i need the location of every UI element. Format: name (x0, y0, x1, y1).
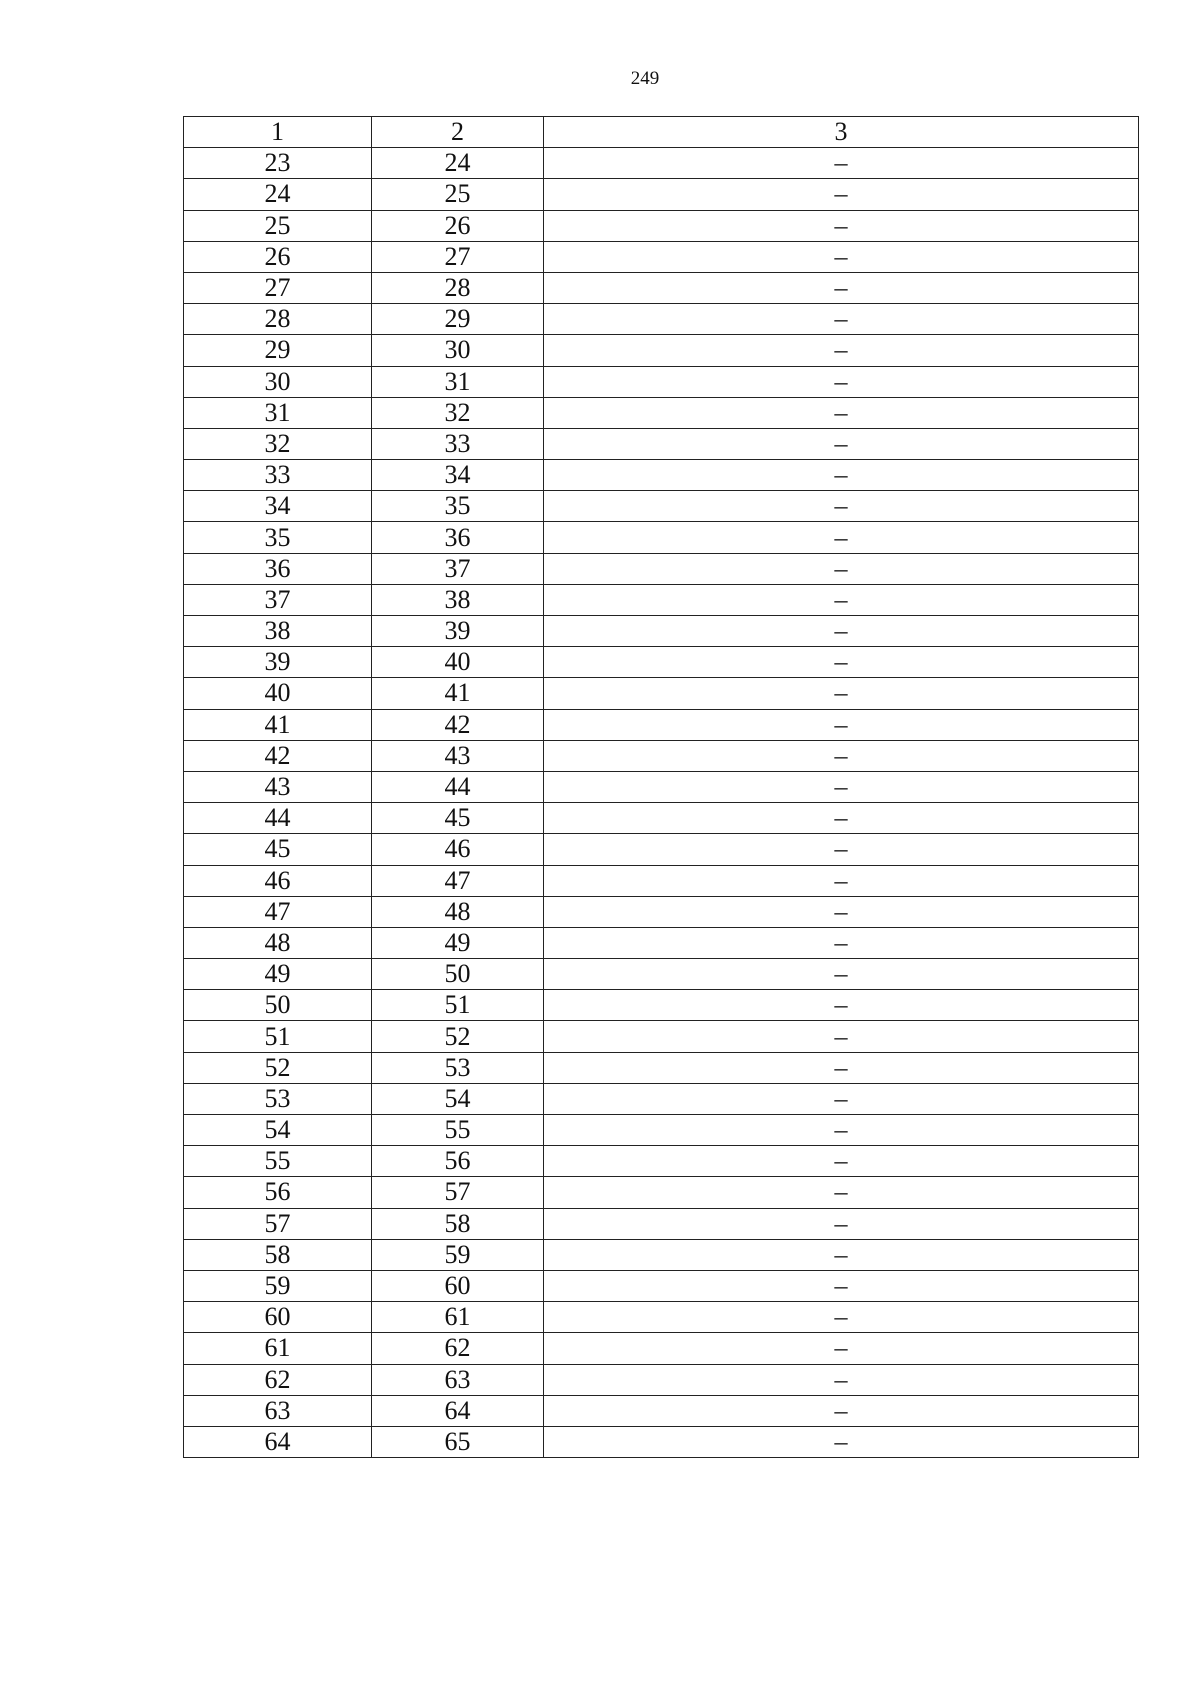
table-row (184, 865, 1139, 896)
table-body (184, 148, 1139, 1458)
cell-col3: – (544, 1083, 1139, 1114)
cell-col3: – (544, 1426, 1139, 1457)
table-row (184, 1083, 1139, 1114)
cell-col2: 38 (372, 584, 544, 615)
cell-col1: 58 (184, 1239, 372, 1270)
table-row (184, 366, 1139, 397)
cell-col1: 52 (184, 1052, 372, 1083)
cell-col1: 62 (184, 1364, 372, 1395)
table-row (184, 335, 1139, 366)
cell-col1: 47 (184, 896, 372, 927)
cell-col3: – (544, 740, 1139, 771)
cell-col3: – (544, 335, 1139, 366)
cell-col2: 46 (372, 834, 544, 865)
table-row (184, 179, 1139, 210)
header-cell-col2: 2 (372, 117, 544, 148)
cell-col1: 48 (184, 927, 372, 958)
cell-col2: 32 (372, 397, 544, 428)
cell-col3: – (544, 272, 1139, 303)
cell-col1: 38 (184, 616, 372, 647)
table-row (184, 1208, 1139, 1239)
table-row (184, 1146, 1139, 1177)
cell-col1: 44 (184, 803, 372, 834)
cell-col2: 34 (372, 460, 544, 491)
cell-col2: 25 (372, 179, 544, 210)
cell-col2: 60 (372, 1270, 544, 1301)
header-cell-col1: 1 (184, 117, 372, 148)
table-row (184, 1270, 1139, 1301)
cell-col1: 33 (184, 460, 372, 491)
cell-col3: – (544, 148, 1139, 179)
cell-col2: 29 (372, 304, 544, 335)
table-row (184, 896, 1139, 927)
cell-col3: – (544, 1270, 1139, 1301)
cell-col2: 52 (372, 1021, 544, 1052)
cell-col2: 49 (372, 927, 544, 958)
cell-col1: 30 (184, 366, 372, 397)
cell-col2: 24 (372, 148, 544, 179)
cell-col1: 39 (184, 647, 372, 678)
cell-col3: – (544, 179, 1139, 210)
cell-col3: – (544, 241, 1139, 272)
cell-col3: – (544, 1177, 1139, 1208)
cell-col2: 50 (372, 959, 544, 990)
cell-col1: 23 (184, 148, 372, 179)
table-row (184, 1115, 1139, 1146)
table-row (184, 959, 1139, 990)
cell-col2: 53 (372, 1052, 544, 1083)
cell-col3: – (544, 1208, 1139, 1239)
cell-col1: 51 (184, 1021, 372, 1052)
cell-col1: 32 (184, 428, 372, 459)
table-row (184, 210, 1139, 241)
page-number: 249 (630, 68, 660, 89)
table-row (184, 740, 1139, 771)
cell-col3: – (544, 397, 1139, 428)
cell-col3: – (544, 834, 1139, 865)
cell-col1: 42 (184, 740, 372, 771)
cell-col3: – (544, 896, 1139, 927)
table-row (184, 584, 1139, 615)
table-row (184, 616, 1139, 647)
cell-col2: 26 (372, 210, 544, 241)
cell-col1: 54 (184, 1115, 372, 1146)
cell-col3: – (544, 584, 1139, 615)
cell-col2: 47 (372, 865, 544, 896)
cell-col2: 59 (372, 1239, 544, 1270)
cell-col3: – (544, 491, 1139, 522)
table-row (184, 272, 1139, 303)
cell-col1: 57 (184, 1208, 372, 1239)
cell-col2: 35 (372, 491, 544, 522)
cell-col1: 46 (184, 865, 372, 896)
cell-col2: 48 (372, 896, 544, 927)
cell-col3: – (544, 1021, 1139, 1052)
cell-col2: 55 (372, 1115, 544, 1146)
cell-col2: 54 (372, 1083, 544, 1114)
cell-col3: – (544, 1302, 1139, 1333)
cell-col2: 62 (372, 1333, 544, 1364)
cell-col2: 57 (372, 1177, 544, 1208)
cell-col2: 40 (372, 647, 544, 678)
cell-col2: 42 (372, 709, 544, 740)
table-row (184, 1395, 1139, 1426)
cell-col1: 49 (184, 959, 372, 990)
table-row (184, 1302, 1139, 1333)
data-table-container (183, 116, 1138, 1458)
cell-col2: 61 (372, 1302, 544, 1333)
cell-col3: – (544, 616, 1139, 647)
table-row (184, 927, 1139, 958)
data-table (183, 116, 1139, 1458)
cell-col1: 27 (184, 272, 372, 303)
cell-col3: – (544, 1364, 1139, 1395)
table-row (184, 1177, 1139, 1208)
table-row (184, 460, 1139, 491)
table-row (184, 990, 1139, 1021)
cell-col1: 61 (184, 1333, 372, 1364)
cell-col1: 43 (184, 771, 372, 802)
table-row (184, 148, 1139, 179)
cell-col3: – (544, 709, 1139, 740)
cell-col2: 43 (372, 740, 544, 771)
cell-col2: 30 (372, 335, 544, 366)
cell-col1: 63 (184, 1395, 372, 1426)
cell-col1: 56 (184, 1177, 372, 1208)
cell-col1: 34 (184, 491, 372, 522)
cell-col2: 65 (372, 1426, 544, 1457)
cell-col3: – (544, 553, 1139, 584)
cell-col2: 51 (372, 990, 544, 1021)
cell-col3: – (544, 927, 1139, 958)
cell-col2: 58 (372, 1208, 544, 1239)
cell-col2: 56 (372, 1146, 544, 1177)
table-row (184, 1364, 1139, 1395)
cell-col1: 60 (184, 1302, 372, 1333)
cell-col3: – (544, 210, 1139, 241)
cell-col3: – (544, 522, 1139, 553)
table-row (184, 241, 1139, 272)
table-row (184, 428, 1139, 459)
cell-col1: 24 (184, 179, 372, 210)
cell-col3: – (544, 1395, 1139, 1426)
table-row (184, 553, 1139, 584)
cell-col1: 37 (184, 584, 372, 615)
cell-col3: – (544, 460, 1139, 491)
cell-col3: – (544, 803, 1139, 834)
cell-col2: 39 (372, 616, 544, 647)
cell-col1: 26 (184, 241, 372, 272)
cell-col3: – (544, 1239, 1139, 1270)
cell-col3: – (544, 771, 1139, 802)
table-row (184, 1333, 1139, 1364)
table-row (184, 834, 1139, 865)
table-row (184, 771, 1139, 802)
table-row (184, 1239, 1139, 1270)
cell-col2: 44 (372, 771, 544, 802)
cell-col2: 64 (372, 1395, 544, 1426)
table-row (184, 803, 1139, 834)
cell-col1: 29 (184, 335, 372, 366)
header-row (184, 117, 1139, 148)
cell-col1: 55 (184, 1146, 372, 1177)
cell-col3: – (544, 647, 1139, 678)
table-row (184, 397, 1139, 428)
cell-col1: 45 (184, 834, 372, 865)
cell-col2: 41 (372, 678, 544, 709)
cell-col3: – (544, 304, 1139, 335)
cell-col2: 33 (372, 428, 544, 459)
cell-col2: 37 (372, 553, 544, 584)
cell-col1: 41 (184, 709, 372, 740)
cell-col2: 27 (372, 241, 544, 272)
cell-col3: – (544, 990, 1139, 1021)
table-row (184, 491, 1139, 522)
cell-col1: 35 (184, 522, 372, 553)
cell-col2: 45 (372, 803, 544, 834)
cell-col1: 31 (184, 397, 372, 428)
header-cell-col3: 3 (544, 117, 1139, 148)
cell-col3: – (544, 1115, 1139, 1146)
cell-col1: 40 (184, 678, 372, 709)
table-header (184, 117, 1139, 148)
cell-col1: 28 (184, 304, 372, 335)
cell-col3: – (544, 1333, 1139, 1364)
cell-col1: 64 (184, 1426, 372, 1457)
cell-col1: 50 (184, 990, 372, 1021)
table-row (184, 1052, 1139, 1083)
cell-col3: – (544, 1146, 1139, 1177)
cell-col3: – (544, 366, 1139, 397)
cell-col1: 53 (184, 1083, 372, 1114)
cell-col3: – (544, 428, 1139, 459)
cell-col3: – (544, 865, 1139, 896)
cell-col3: – (544, 1052, 1139, 1083)
table-row (184, 709, 1139, 740)
table-row (184, 1021, 1139, 1052)
table-row (184, 647, 1139, 678)
cell-col2: 63 (372, 1364, 544, 1395)
cell-col3: – (544, 678, 1139, 709)
cell-col1: 59 (184, 1270, 372, 1301)
cell-col2: 28 (372, 272, 544, 303)
cell-col1: 36 (184, 553, 372, 584)
table-row (184, 522, 1139, 553)
table-row (184, 678, 1139, 709)
cell-col1: 25 (184, 210, 372, 241)
table-row (184, 304, 1139, 335)
cell-col2: 31 (372, 366, 544, 397)
cell-col2: 36 (372, 522, 544, 553)
cell-col3: – (544, 959, 1139, 990)
table-row (184, 1426, 1139, 1457)
